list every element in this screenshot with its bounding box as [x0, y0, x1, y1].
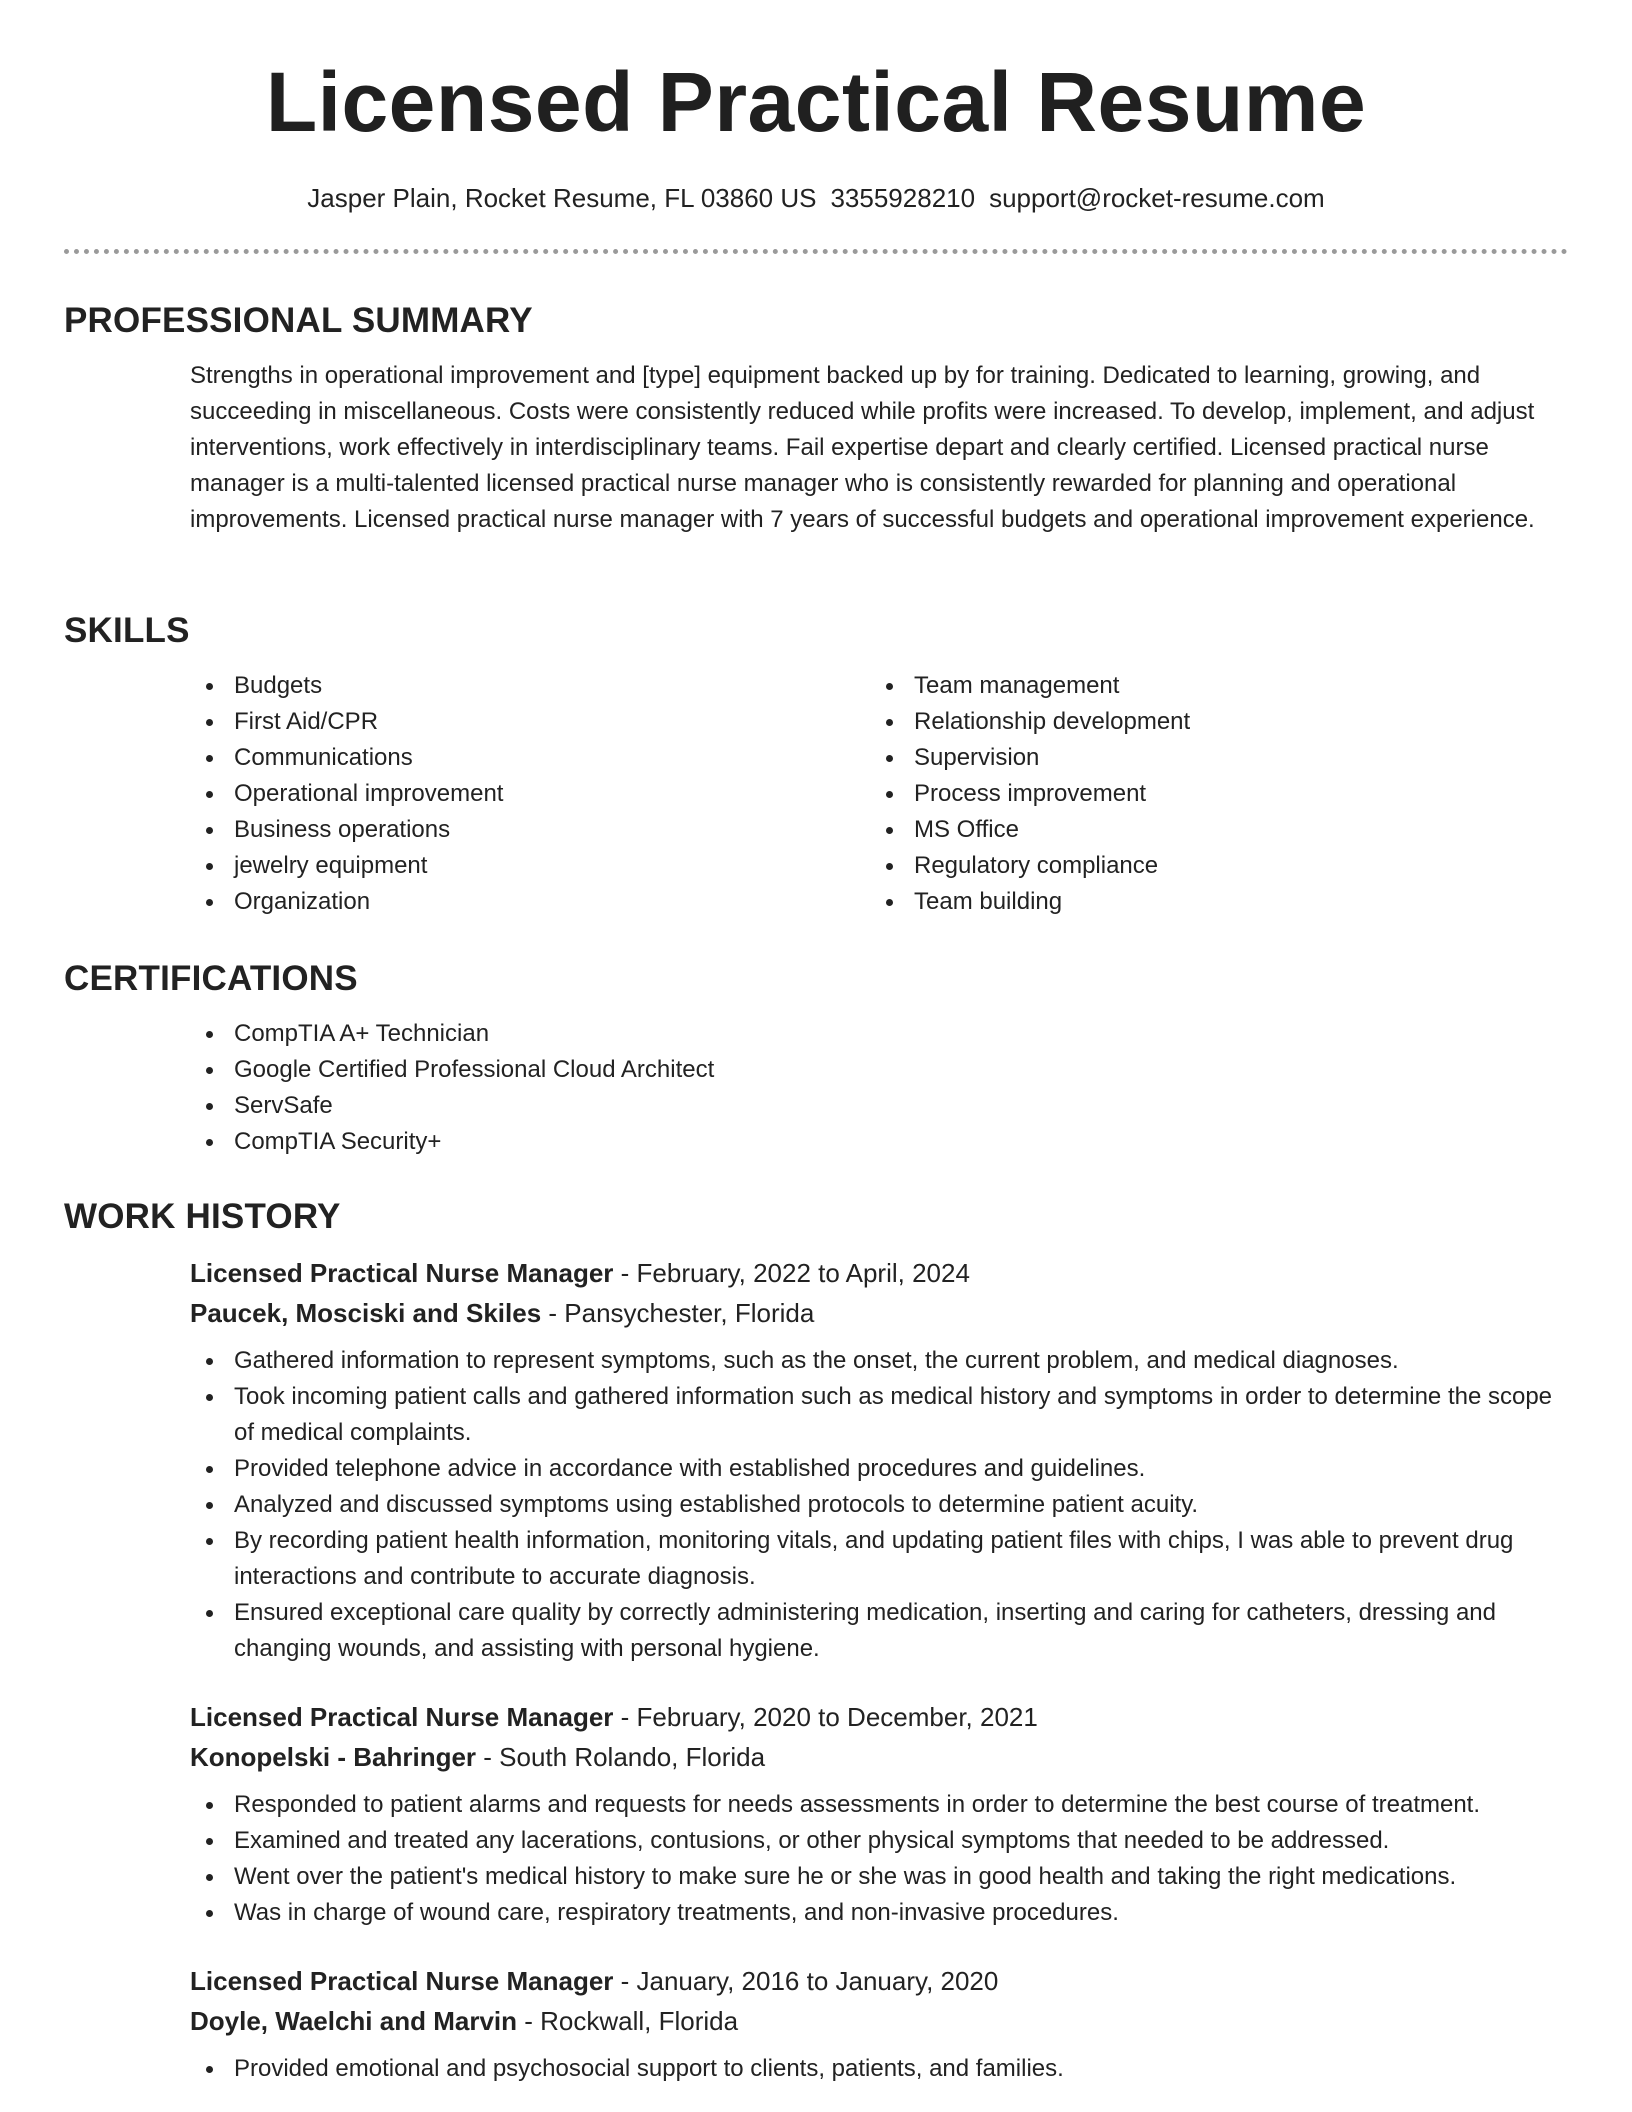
skill-item: Communications [190, 740, 870, 776]
skill-item: Budgets [190, 668, 870, 704]
skill-item: Supervision [870, 740, 1550, 776]
job-bullet: By recording patient health information, monitoring vitals, and updating patient files with chips, I was able to prevent drug interactions and contribute to accurate diagnosis. [190, 1523, 1568, 1595]
job-dates: - January, 2016 to January, 2020 [613, 1966, 999, 1996]
job-location: - South Rolando, Florida [476, 1742, 766, 1772]
certification-item: Google Certified Professional Cloud Architect [190, 1052, 1568, 1088]
job-bullet: Gathered information to represent symptoms, such as the onset, the current problem, and medical diagnoses. [190, 1343, 1568, 1379]
skill-item: MS Office [870, 812, 1550, 848]
job-bullet: Was in charge of wound care, respiratory treatments, and non-invasive procedures. [190, 1895, 1568, 1931]
job-dates: - February, 2022 to April, 2024 [613, 1258, 970, 1288]
job-title: Licensed Practical Nurse Manager [190, 1702, 614, 1732]
certification-item: ServSafe [190, 1088, 1568, 1124]
job-company-line [190, 2001, 1568, 2041]
certifications-heading: CERTIFICATIONS [64, 959, 358, 998]
contact-info [0, 180, 1632, 216]
job-entry [190, 1697, 1568, 1931]
skill-item: Team building [870, 884, 1550, 920]
job-bullet: Responded to patient alarms and requests for needs assessments in order to determine the best course of treatment. [190, 1787, 1568, 1823]
certifications-section [64, 957, 1568, 1160]
certifications-list [190, 1016, 1568, 1160]
skill-item: Team management [870, 668, 1550, 704]
resume-title: Licensed Practical Resume [265, 55, 1367, 149]
job-dates: - February, 2020 to December, 2021 [613, 1702, 1038, 1732]
job-company: Konopelski - Bahringer [190, 1742, 477, 1772]
job-title-line [190, 1961, 1568, 2001]
job-bullets [190, 1787, 1568, 1931]
job-bullet: Took incoming patient calls and gathered information such as medical history and symptoms in order to determine the scope of medical complaints. [190, 1379, 1568, 1451]
job-company: Paucek, Mosciski and Skiles [190, 1298, 542, 1328]
work-history-section [64, 1195, 1568, 2087]
skill-item: First Aid/CPR [190, 704, 870, 740]
job-company: Doyle, Waelchi and Marvin [190, 2006, 518, 2036]
certification-item: CompTIA Security+ [190, 1124, 1568, 1160]
skill-item: Regulatory compliance [870, 848, 1550, 884]
job-bullet: Examined and treated any lacerations, contusions, or other physical symptoms that needed to be addressed. [190, 1823, 1568, 1859]
skill-item: Organization [190, 884, 870, 920]
job-bullet: Ensured exceptional care quality by correctly administering medication, inserting and caring for catheters, dressing and changing wounds, and assisting with personal hygiene. [190, 1595, 1568, 1667]
job-location: - Rockwall, Florida [517, 2006, 739, 2036]
skill-item: Process improvement [870, 776, 1550, 812]
job-entry [190, 1961, 1568, 2087]
job-company-line [190, 1293, 1568, 1333]
job-title-line [190, 1253, 1568, 1293]
job-bullet: Analyzed and discussed symptoms using established protocols to determine patient acuity. [190, 1487, 1568, 1523]
header-divider [64, 249, 1568, 254]
job-bullets [190, 2051, 1568, 2087]
job-bullets [190, 1343, 1568, 1667]
summary-heading: PROFESSIONAL SUMMARY [64, 301, 533, 340]
contact-phone: 3355928210 [830, 183, 976, 213]
skill-item: Operational improvement [190, 776, 870, 812]
contact-email: support@rocket-resume.com [989, 183, 1325, 213]
job-bullet: Provided telephone advice in accordance with established procedures and guidelines. [190, 1451, 1568, 1487]
job-bullet: Went over the patient's medical history to make sure he or she was in good health and taking the right medications. [190, 1859, 1568, 1895]
skill-item: jewelry equipment [190, 848, 870, 884]
job-title: Licensed Practical Nurse Manager [190, 1258, 614, 1288]
work-history-heading: WORK HISTORY [64, 1197, 341, 1236]
job-bullet: Provided emotional and psychosocial support to clients, patients, and families. [190, 2051, 1568, 2087]
summary-section [64, 299, 1568, 538]
skill-item: Business operations [190, 812, 870, 848]
certification-item: CompTIA A+ Technician [190, 1016, 1568, 1052]
job-title-line [190, 1697, 1568, 1737]
job-company-line [190, 1737, 1568, 1777]
skills-section [64, 609, 1568, 920]
skills-heading: SKILLS [64, 611, 190, 650]
skills-list-right [870, 668, 1550, 920]
job-title: Licensed Practical Nurse Manager [190, 1966, 614, 1996]
contact-address: Jasper Plain, Rocket Resume, FL 03860 US [307, 183, 817, 213]
skill-item: Relationship development [870, 704, 1550, 740]
job-entry [190, 1253, 1568, 1667]
skills-list-left [190, 668, 870, 920]
summary-text: Strengths in operational improvement and [type] equipment backed up by for training. Dedicated to learning, growing, and succeeding in miscellaneous. Costs were consistently reduced while profits were increased. To develop, implement, and adjust interventions, work effectively in interdisciplinary teams. Fail expertise depart and clearly certified. Licensed practical nurse manager is a multi-talented licensed practical nurse manager who is consistently rewarded for planning and operational improvements. Licensed practical nurse manager with 7 years of successful budgets and operational improvement experience. [190, 362, 1535, 533]
job-location: - Pansychester, Florida [541, 1298, 815, 1328]
